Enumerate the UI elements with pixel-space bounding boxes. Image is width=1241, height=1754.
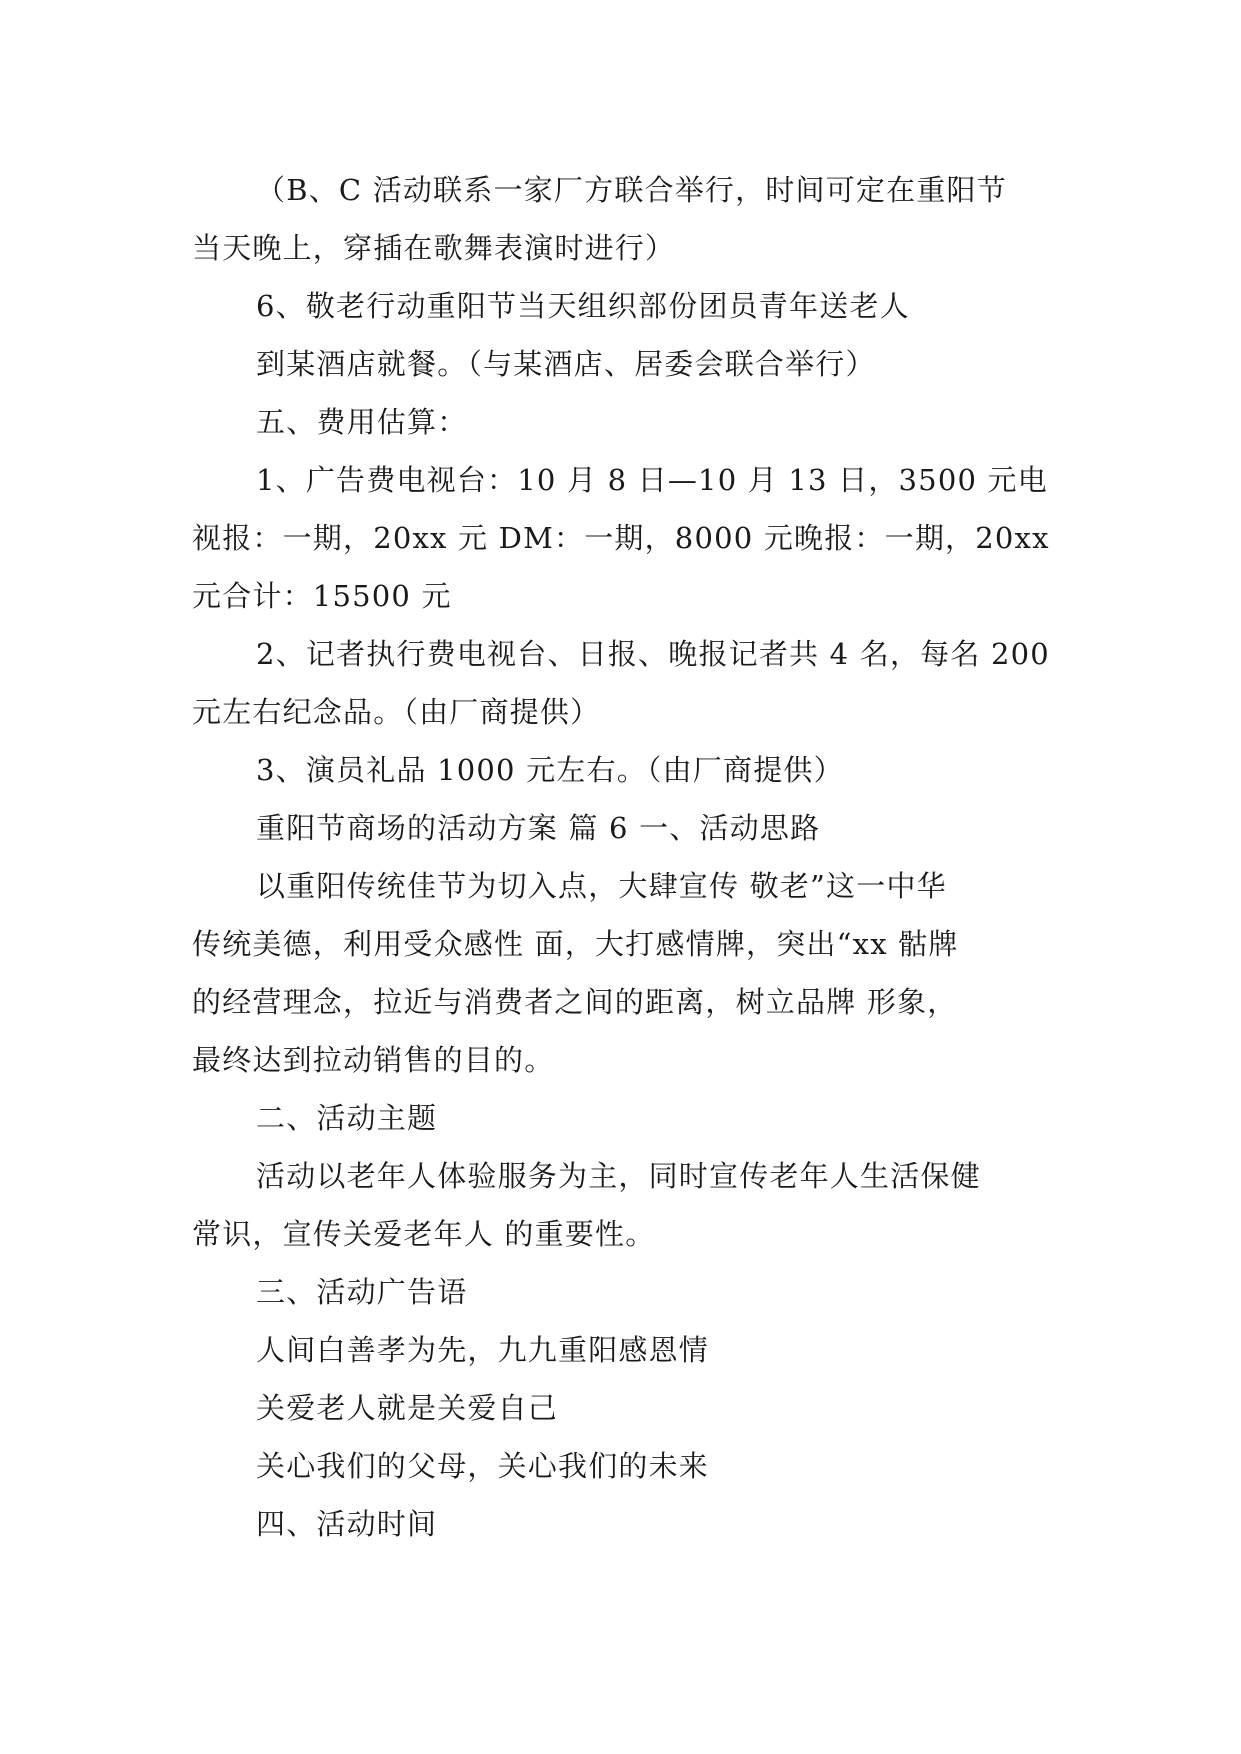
paragraph-line: （B、C 活动联系一家厂方联合举行，时间可定在重阳节 xyxy=(256,173,1007,207)
paragraph-line: 1、广告费电视台：10 月 8 日—10 月 13 日，3500 元电 xyxy=(256,463,1048,497)
paragraph-line: 常识，宣传关爱老年人 的重要性。 xyxy=(192,1217,656,1251)
paragraph-line: 二、活动主题 xyxy=(256,1101,438,1135)
paragraph-line: 四、活动时间 xyxy=(256,1507,438,1541)
paragraph-line: 视报：一期，20xx 元 DM：一期，8000 元晚报：一期，20xx xyxy=(192,521,1050,555)
paragraph-line: 关心我们的父母，关心我们的未来 xyxy=(256,1449,710,1483)
paragraph-line: 元合计：15500 元 xyxy=(192,579,452,613)
paragraph-line: 6、敬老行动重阳节当天组织部份团员青年送老人 xyxy=(256,289,910,323)
paragraph-line: 的经营理念，拉近与消费者之间的距离，树立品牌 形象， xyxy=(192,985,958,1019)
paragraph-line: 元左右纪念品。（由厂商提供） xyxy=(192,695,601,729)
paragraph-line: 3、演员礼品 1000 元左右。（由厂商提供） xyxy=(256,753,844,787)
paragraph-line: 当天晚上，穿插在歌舞表演时进行） xyxy=(192,231,676,265)
paragraph-line: 最终达到拉动销售的目的。 xyxy=(192,1043,555,1077)
paragraph-line: 关爱老人就是关爱自己 xyxy=(256,1391,559,1425)
paragraph-line: 2、记者执行费电视台、日报、晚报记者共 4 名，每名 200 xyxy=(256,637,1050,671)
paragraph-line: 人间白善孝为先，九九重阳感恩情 xyxy=(256,1333,710,1367)
paragraph-line: 三、活动广告语 xyxy=(256,1275,468,1309)
document-body xyxy=(192,161,1058,1553)
paragraph-line: 重阳节商场的活动方案 篇 6 一、活动思路 xyxy=(256,811,821,845)
paragraph-line: 以重阳传统佳节为切入点，大肆宣传 敬老”这一中华 xyxy=(256,869,947,903)
paragraph-line: 五、费用估算： xyxy=(256,405,468,439)
paragraph-line: 活动以老年人体验服务为主，同时宣传老年人生活保健 xyxy=(256,1159,981,1193)
paragraph-line: 传统美德，利用受众感性 面，大打感情牌，突出“xx 骷牌 xyxy=(192,927,959,961)
paragraph-line: 到某酒店就餐。（与某酒店、居委会联合举行） xyxy=(256,347,876,381)
